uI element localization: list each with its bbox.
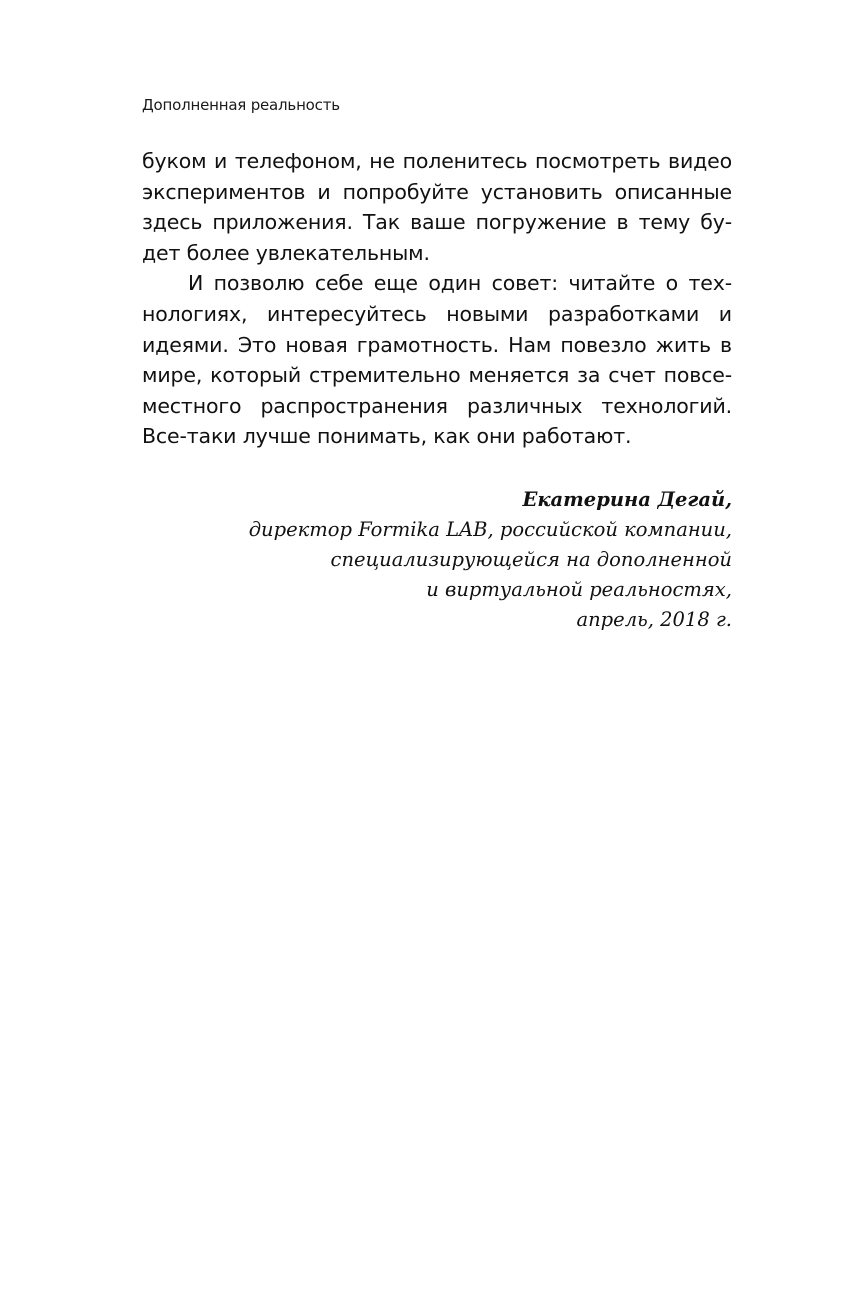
running-header: Дополненная реальность (142, 96, 340, 114)
signature-line: и виртуальной реальностях, (426, 578, 732, 601)
body-text (142, 146, 732, 452)
body-line: буком и телефоном, не поленитесь посмотреть видео (142, 149, 732, 173)
body-line: идеями. Это новая грамотность. Нам повезло жить в (142, 332, 732, 357)
body-line: местного распространения различных технологий. (142, 393, 732, 418)
body-line: Все-таки лучше понимать, как они работают. (142, 424, 632, 449)
signature-line: специализирующейся на дополненной (330, 548, 732, 571)
signature-line: директор Formika LAB, российской компании, (248, 518, 732, 541)
body-line: здесь приложения. Так ваше погружение в тему бу- (142, 210, 732, 235)
body-line: И позволю себе еще один совет: читайте о тех- (188, 271, 732, 296)
signature-line: апрель, 2018 г. (576, 608, 732, 631)
body-line: мире, который стремительно меняется за счет повсе- (142, 363, 732, 388)
signature-name: Екатерина Дегай, (522, 488, 732, 511)
body-line: экспериментов и попробуйте установить описанные (142, 179, 732, 204)
body-line: нологиях, интересуйтесь новыми разработками и (142, 301, 732, 326)
signature-block (142, 485, 732, 635)
body-line: дет более увлекательным. (142, 240, 430, 265)
